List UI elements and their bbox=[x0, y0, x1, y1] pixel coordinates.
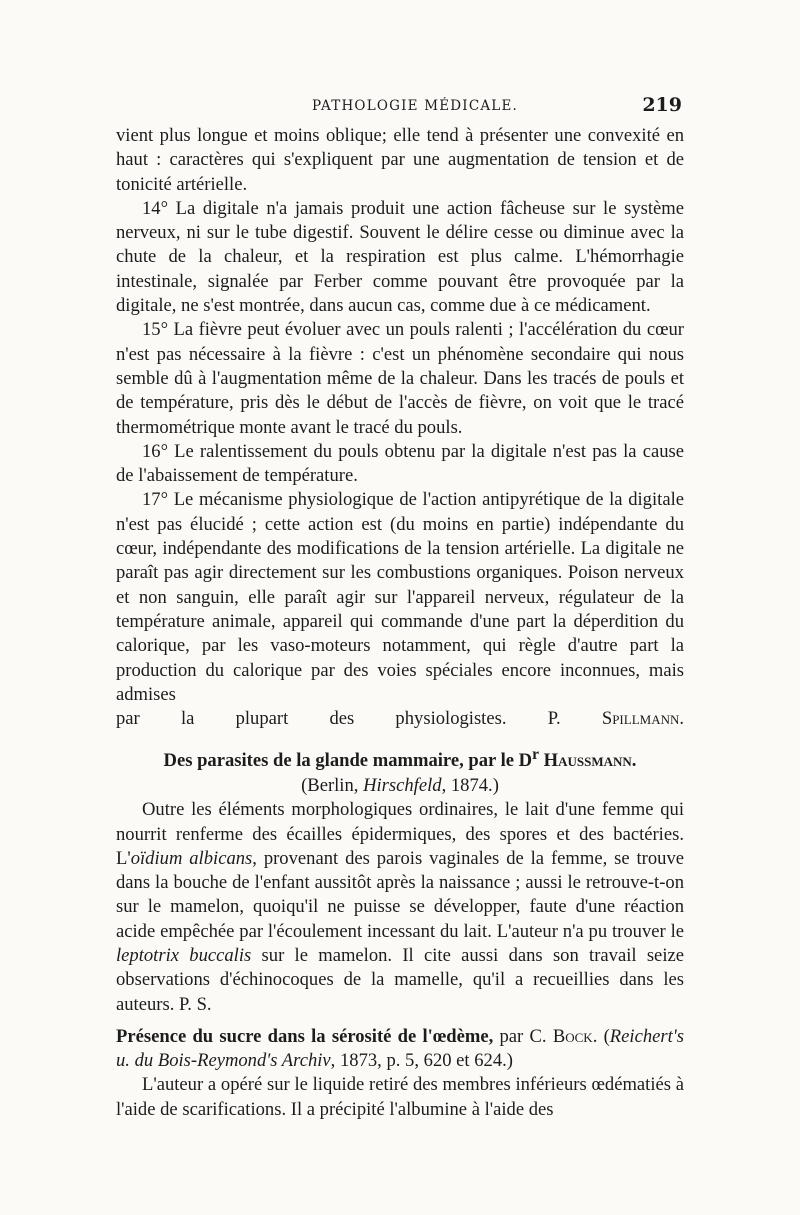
paragraph-17: 17° Le mécanisme physiologique de l'action antipyrétique de la digitale n'est pas élucidé ; cette action est (du moins en partie) indépendante du cœur, indépendante des modifications de la tension artérielle. La digitale ne paraît pas agir directement sur les combustions organiques. Poison nerveux et non sanguin, elle paraît agir sur l'appareil nerveux, régulateur de la température animale, appareil qui commande d'une part la déperdition du calorique, par les vaso-moteurs notamment, qui règle d'autre part la production du calorique par des voies spéciales encore inconnues, mais admises bbox=[116, 489, 684, 705]
article-2-author: Bock bbox=[552, 1025, 593, 1047]
article-1-publisher: Hirschfeld bbox=[363, 774, 442, 796]
page-body bbox=[116, 124, 684, 1122]
oidium-albicans-term: oïdium albicans bbox=[130, 847, 253, 869]
leptotrix-buccalis-term: leptotrix buccalis bbox=[116, 944, 252, 966]
running-title: PATHOLOGIE MÉDICALE. bbox=[312, 98, 519, 114]
paragraph-17-last-line bbox=[116, 707, 684, 731]
article-2-text: L'auteur a opéré sur le liquide retiré des membres inférieurs œdématiés à l'aide de scarifications. Il a précipité l'albumine à l'aide des bbox=[116, 1074, 684, 1120]
paragraph-15: 15° La fièvre peut évoluer avec un pouls ralenti ; l'accélération du cœur n'est pas nécessaire à la fièvre : c'est un phénomène secondaire qui nous semble dû à l'augmentation même de la chaleur. Dans les tracés de pouls et de température, pris dès le début de l'accès de fièvre, on voit que le tracé thermométrique monte avant le tracé du pouls. bbox=[116, 319, 684, 438]
article-1-title: Des parasites de la glande mammaire, bbox=[163, 750, 464, 772]
article-1-source-close: , 1874.) bbox=[441, 774, 499, 796]
paragraph-17-closing-text: par la plupart des physiologistes. bbox=[116, 708, 507, 730]
signature-spillmann: P. Spillmann. bbox=[547, 708, 685, 730]
paragraph-13-end: vient plus longue et moins oblique; elle tend à présenter une convexité en haut : caractères qui s'expliquent par une augmentation de tension et de tonicité artérielle. bbox=[116, 125, 684, 195]
article-1-text-c: sur le mamelon. Il cite aussi dans son travail seize observations d'échinocoques de la mamelle, qu'il a recueillies dans les auteurs. bbox=[116, 944, 684, 1015]
paragraph-16: 16° Le ralentissement du pouls obtenu par la digitale n'est pas la cause de l'abaissement de température. bbox=[116, 440, 684, 487]
signature-ps: P. S. bbox=[179, 993, 212, 1015]
article-1-source bbox=[116, 774, 684, 798]
article-1-text-b: , provenant des parois vaginales de la femme, se trouve dans la bouche de l'enfant aussitôt après la naissance ; aussi le retrouve-t-on sur le mamelon, quoiqu'il ne puisse se développer, faute d'une réaction acide empêchée par l'écoulement incessant du lait. L'auteur n'a pu trouver le bbox=[116, 847, 684, 942]
article-2-after-author: . ( bbox=[592, 1025, 610, 1047]
article-2-title: Présence du sucre dans la sérosité de l'œdème, bbox=[116, 1025, 494, 1047]
article-2-journal: Reichert's u. du Bois-Reymond's Archiv bbox=[116, 1025, 684, 1072]
article-1-text-a: Outre les éléments morphologiques ordinaires, le lait d'une femme qui nourrit renferme des écailles épidermiques, des spores et des bactéries. L' bbox=[116, 799, 684, 869]
article-2-source-rest: , 1873, p. 5, 620 et 624.) bbox=[330, 1050, 513, 1072]
article-1-text bbox=[116, 798, 684, 1017]
article-1-author-sup: r bbox=[532, 746, 540, 764]
page-header bbox=[116, 96, 684, 120]
article-2-author-prefix: par C. bbox=[493, 1025, 553, 1047]
article-2-heading bbox=[116, 1025, 684, 1074]
article-1-author: Haussmann. bbox=[539, 750, 637, 772]
article-1-author-prefix: par le D bbox=[463, 750, 533, 772]
paragraph-14: 14° La digitale n'a jamais produit une action fâcheuse sur le système nerveux, ni sur le tube digestif. Souvent le délire cesse ou diminue avec la chute de la chaleur, et la respiration est plus calme. L'hémorrhagie intestinale, signalée par Ferber comme pouvant être provoquée par la digitale, ne s'est montrée, dans aucun cas, comme due à ce médicament. bbox=[116, 197, 684, 317]
article-1-source-open: (Berlin, bbox=[301, 774, 364, 796]
article-1-heading bbox=[116, 743, 684, 773]
page-number: 219 bbox=[642, 94, 682, 116]
